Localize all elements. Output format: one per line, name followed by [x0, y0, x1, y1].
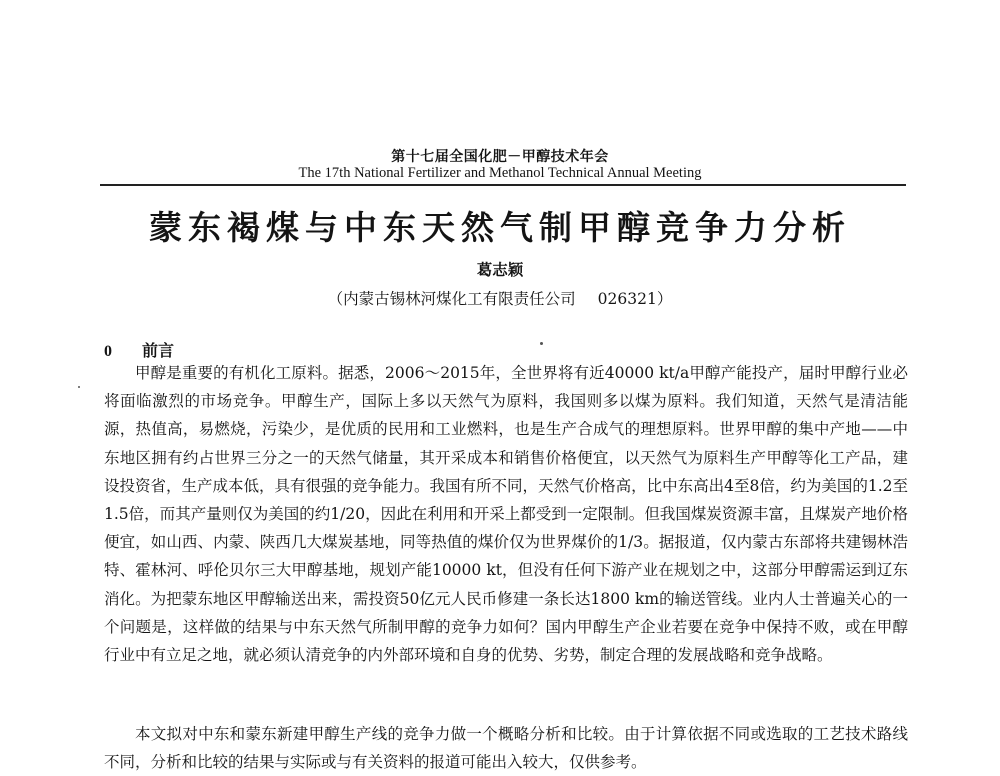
affiliation-name: （内蒙古锡林河煤化工有限责任公司: [327, 290, 576, 308]
author-name: 葛志颖: [476, 260, 524, 279]
scan-speck: [78, 386, 80, 388]
article-title: 蒙东褐煤与中东天然气制甲醇竞争力分析: [149, 208, 851, 247]
header-rule: [100, 184, 906, 186]
conference-name-cn: 第十七届全国化肥－甲醇技术年会: [391, 149, 609, 165]
conference-name-en: The 17th National Fertilizer and Methanol Technical Annual Meeting: [298, 165, 702, 181]
author-affiliation: [0, 287, 1000, 309]
section-number: 0: [104, 343, 112, 360]
body-paragraph: 甲醇是重要的有机化工原料。据悉，2006～2015年，全世界将有近40000 kt/a甲醇产能投产，届时甲醇行业必将面临激烈的市场竞争。甲醇生产，国际上多以天然气为原料，我国则多以煤为原料。我们知道，天然气是清洁能源，热值高，易燃烧，污染少，是优质的民用和工业燃料，也是生产合成气的理想原料。世界甲醇的集中产地——中东地区拥有约占世界三分之一的天然气储量，其开采成本和销售价格便宜，以天然气为原料生产甲醇等化工产品，建设投资省，生产成本低，具有很强的竞争能力。我国有所不同，天然气价格高，比中东高出4至8倍，约为美国的1.2至1.5倍，而其产量则仅为美国的约1/20，因此在利用和开采上都受到一定限制。但我国煤炭资源丰富，且煤炭产地价格便宜，如山西、内蒙、陕西几大煤炭基地，同等热值的煤价仅为世界煤价的1/3。据报道，仅内蒙古东部将共建锡林浩特、霍林河、呼伦贝尔三大甲醇基地，规划产能10000 kt，但没有任何下游产业在规划之中，这部分甲醇需运到辽东消化。为把蒙东地区甲醇输送出来，需投资50亿元人民币修建一条长达1800 km的输送管线。业内人士普遍关心的一个问题是，这样做的结果与中东天然气所制甲醇的竞争力如何？国内甲醇生产企业若要在竞争中保持不败，或在甲醇行业中有立足之地，就必须认清竞争的内外部环境和自身的优势、劣势，制定合理的发展战略和竞争战略。: [104, 364, 908, 665]
body-paragraph: 本文拟对中东和蒙东新建甲醇生产线的竞争力做一个概略分析和比较。由于计算依据不同或选取的工艺技术路线不同，分析和比较的结果与实际或与有关资料的报道可能出入较大，仅供参考。: [104, 725, 908, 772]
section-heading: [104, 338, 174, 361]
scan-speck: [540, 342, 543, 345]
affiliation-postcode: 026321）: [597, 290, 673, 308]
section-title: 前言: [142, 341, 175, 360]
